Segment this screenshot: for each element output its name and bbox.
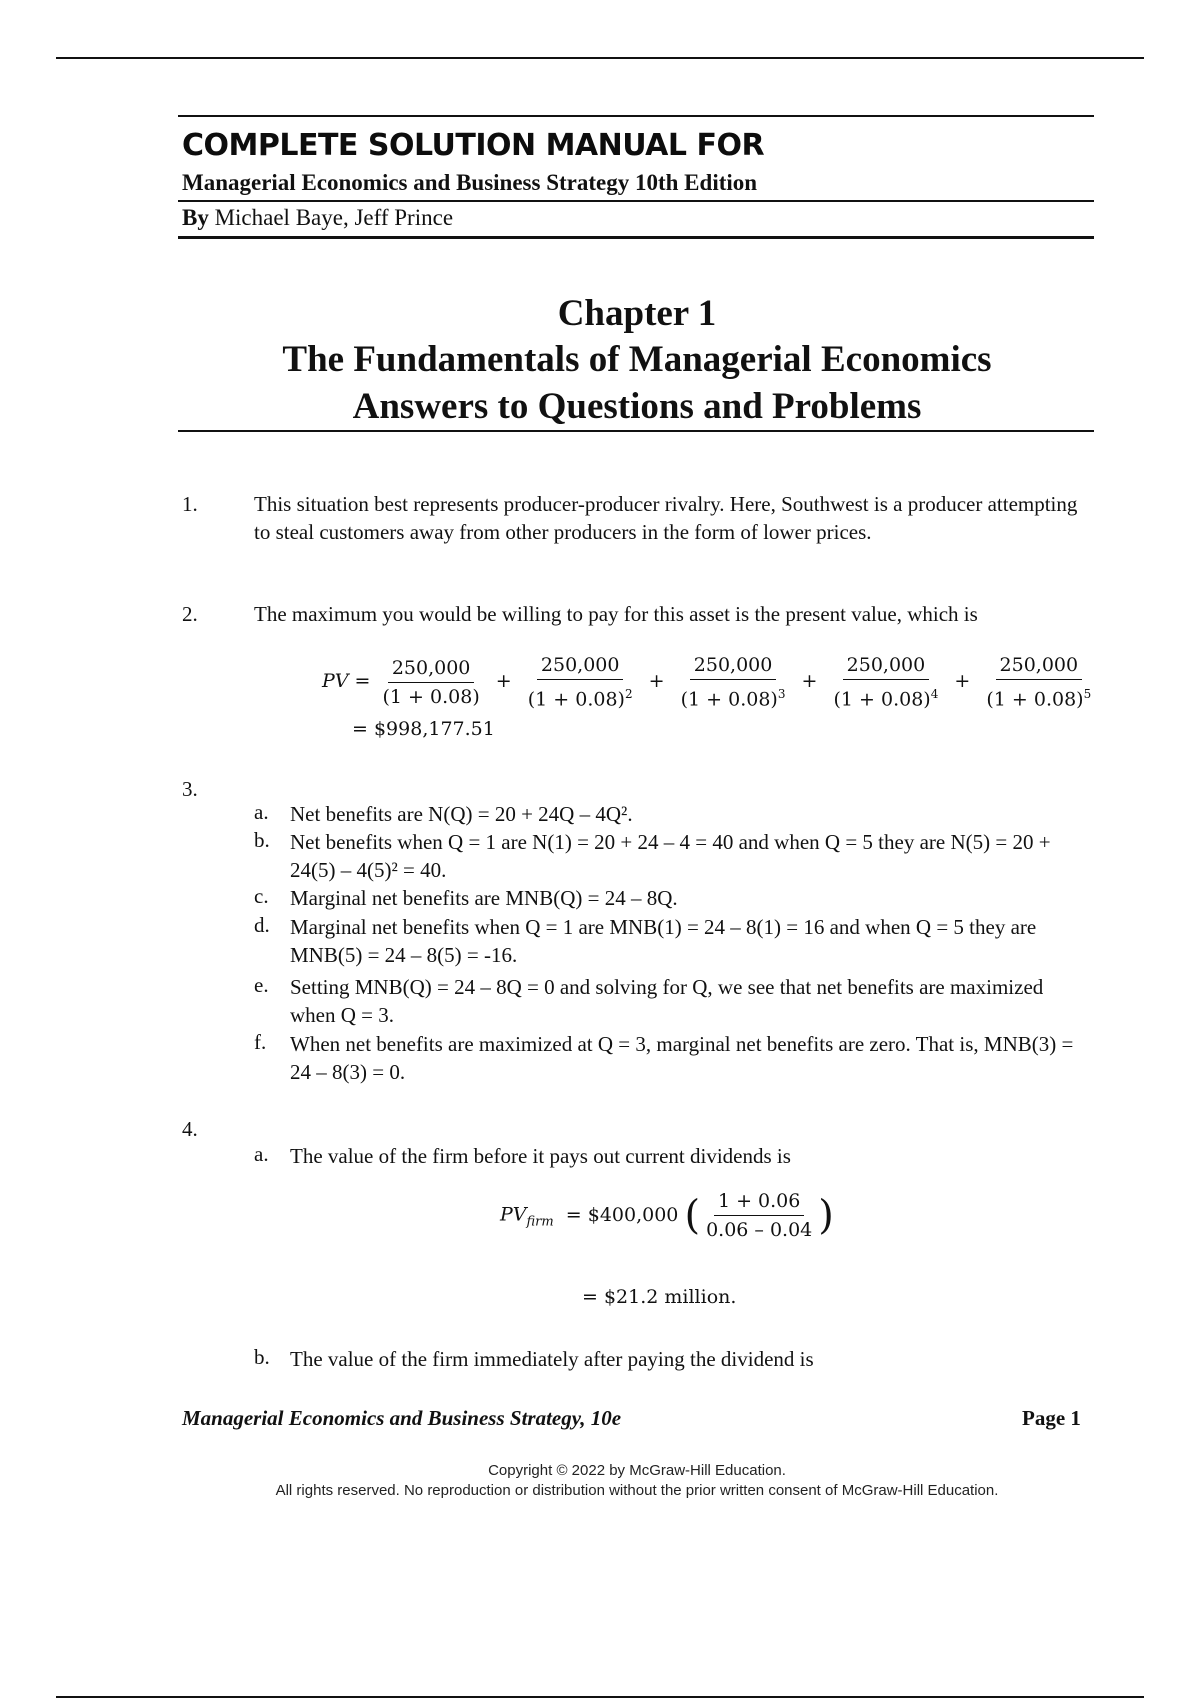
q3-item-letter: a. xyxy=(254,800,269,824)
q3-item-letter: f. xyxy=(254,1030,267,1054)
q3-item-letter: e. xyxy=(254,973,269,997)
brand-title: COMPLETE SOLUTION MANUAL FOR xyxy=(182,128,765,163)
header-mid-rule xyxy=(178,200,1094,202)
chapter-subtitle: Answers to Questions and Problems xyxy=(352,386,922,427)
q3-number: 3. xyxy=(182,777,198,801)
q3-item-letter: b. xyxy=(254,828,270,852)
chapter-title: The Fundamentals of Managerial Economics xyxy=(282,339,992,380)
pv-equation: PV = $\frac{250,000}{(1 + 0.08)}$ + $\frac{250,000}{(1 + 0.08)^2}$ + $\frac{250,000}{(1 + 0.08)^3}$ + $\frac{250,000}{(1 + 0.08)^4}$ + $\frac{250,000}{(1 + 0.08)^5}$ xyxy=(322,654,1097,710)
pv-term-5: $\frac{250,000}{(1 + 0.08)^5}$ xyxy=(986,654,1092,711)
byline xyxy=(182,205,453,231)
copyright-line: Copyright © 2022 by McGraw-Hill Education. xyxy=(488,1462,786,1479)
rights-line: All rights reserved. No reproduction or distribution without the prior written consent of McGraw-Hill Education. xyxy=(275,1482,999,1499)
pv-term-1: $\frac{250,000}{(1 + 0.08)}$ xyxy=(382,656,480,708)
q3-item-text: Marginal net benefits when Q = 1 are MNB(1) = 24 – 8(1) = 16 and when Q = 5 they are MNB(5) = 24 – 8(5) = -16. xyxy=(290,915,1037,967)
firm-value-result: = $21.2 million. xyxy=(582,1286,737,1308)
growth-fraction: $\frac{1 + 0.06}{0.06 - 0.04}$ xyxy=(706,1190,813,1241)
pv-term-2: $\frac{250,000}{(1 + 0.08)^2}$ xyxy=(527,654,633,711)
pv-lhs: PV = xyxy=(322,670,371,693)
q4-a-letter: a. xyxy=(254,1142,269,1166)
q2-number: 2. xyxy=(182,602,198,626)
q3-item-text: Net benefits when Q = 1 are N(1) = 20 + 24 – 4 = 40 and when Q = 5 they are N(5) = 20 + 24(5) – 4(5)² = 40. xyxy=(290,830,1051,882)
q3-item-letter: d. xyxy=(254,913,270,937)
firm-value-equation: $PV_{firm}$ = $400,000 ( $\frac{1 + 0.06}{0.06 - 0.04}$ ) xyxy=(500,1190,834,1241)
pv-term-4: $\frac{250,000}{(1 + 0.08)^4}$ xyxy=(833,654,939,711)
footer-book-title: Managerial Economics and Business Strategy, 10e xyxy=(182,1406,622,1430)
page-number: Page 1 xyxy=(1022,1406,1081,1430)
chapter-rule xyxy=(178,430,1094,432)
authors: Michael Baye, Jeff Prince xyxy=(214,205,454,230)
q2-answer: The maximum you would be willing to pay for this asset is the present value, which is xyxy=(254,602,978,626)
pv-term-3: $\frac{250,000}{(1 + 0.08)^3}$ xyxy=(680,654,786,711)
q3-item-text: When net benefits are maximized at Q = 3, marginal net benefits are zero. That is, MNB(3) = 24 – 8(3) = 0. xyxy=(290,1032,1074,1084)
book-title: Managerial Economics and Business Strategy 10th Edition xyxy=(182,170,758,195)
chapter-number: Chapter 1 xyxy=(557,293,717,334)
bottom-page-rule xyxy=(56,1696,1144,1698)
header-bottom-rule xyxy=(178,236,1094,239)
q4-a-text: The value of the firm before it pays out current dividends is xyxy=(290,1144,791,1168)
q1-answer: This situation best represents producer-producer rivalry. Here, Southwest is a producer attempting to steal customers away from other producers in the form of lower prices. xyxy=(254,492,1078,544)
q3-item-text: Marginal net benefits are MNB(Q) = 24 – 8Q. xyxy=(290,886,678,910)
q4-b-letter: b. xyxy=(254,1345,270,1369)
q3-item-text: Setting MNB(Q) = 24 – 8Q = 0 and solving for Q, we see that net benefits are maximized when Q = 3. xyxy=(290,975,1044,1027)
q4-number: 4. xyxy=(182,1117,198,1141)
by-label: By xyxy=(182,205,209,230)
pv-result: = $998,177.51 xyxy=(352,718,495,740)
q4-b-text: The value of the firm immediately after paying the dividend is xyxy=(290,1347,814,1371)
q3-item-letter: c. xyxy=(254,884,269,908)
q1-number: 1. xyxy=(182,492,198,516)
top-page-rule xyxy=(56,57,1144,59)
header-top-rule xyxy=(178,115,1094,117)
q3-item-text: Net benefits are N(Q) = 20 + 24Q – 4Q². xyxy=(290,802,633,826)
